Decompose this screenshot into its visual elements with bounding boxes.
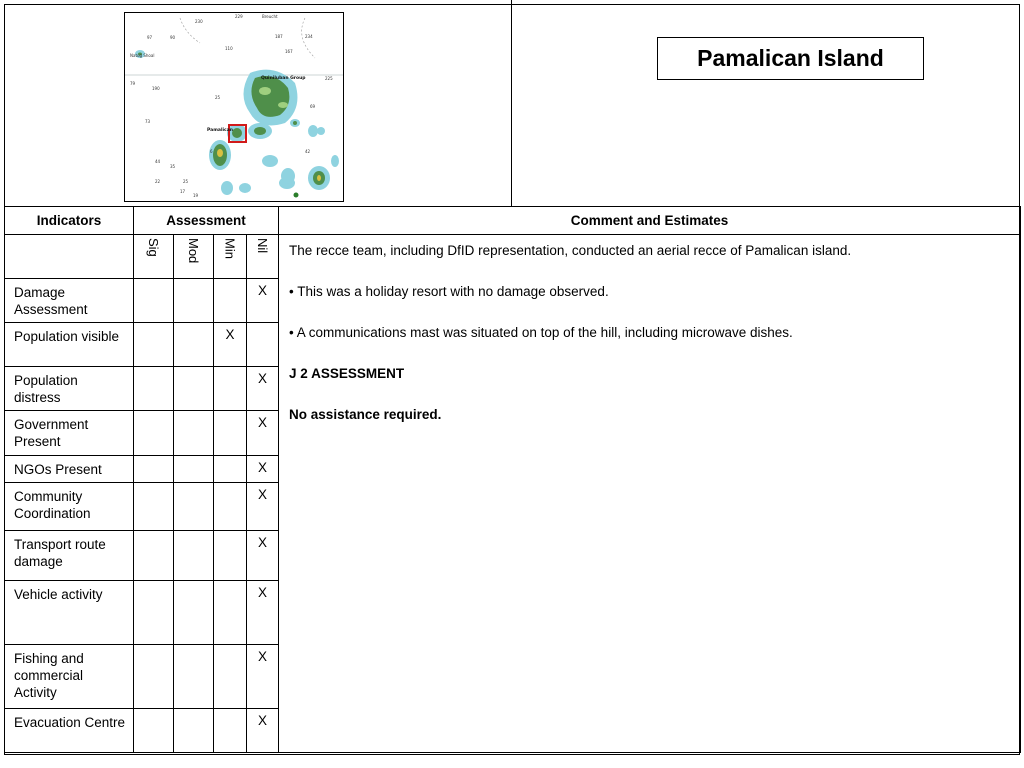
- cell-sig: [134, 709, 174, 753]
- svg-text:17: 17: [180, 189, 186, 194]
- comment-bullet-mast: • A communications mast was situated on top of the hill, including microwave dishes.: [289, 325, 793, 340]
- cell-min: X: [214, 323, 247, 367]
- nautical-chart-map: [124, 12, 344, 202]
- indicators-header: Indicators: [5, 207, 134, 235]
- comments-cell: [279, 235, 1021, 753]
- svg-text:25: 25: [215, 95, 221, 100]
- comment-intro: The recce team, including DfID representation, conducted an aerial recce of Pamalican island.: [289, 243, 852, 258]
- svg-text:Breucht: Breucht: [262, 14, 278, 19]
- svg-text:69: 69: [310, 104, 316, 109]
- cell-sig: [134, 279, 174, 323]
- cell-mod: [174, 531, 214, 581]
- cell-nil: [247, 323, 279, 367]
- svg-text:229: 229: [235, 14, 243, 19]
- level-header-nil: Nil: [247, 235, 279, 279]
- cell-sig: [134, 483, 174, 531]
- cell-sig: [134, 367, 174, 411]
- level-header-mod: Mod: [174, 235, 214, 279]
- indicator-label: Fishing and commercial Activity: [5, 645, 134, 709]
- svg-text:97: 97: [147, 35, 153, 40]
- assessment-header: Assessment: [134, 207, 279, 235]
- indicator-label: Population visible: [5, 323, 134, 367]
- cell-min: [214, 645, 247, 709]
- indicator-label: Government Present: [5, 411, 134, 456]
- cell-min: [214, 581, 247, 645]
- cell-min: [214, 411, 247, 456]
- cell-sig: [134, 456, 174, 483]
- cell-min: [214, 279, 247, 323]
- svg-text:225: 225: [325, 76, 333, 81]
- cell-nil: X: [247, 367, 279, 411]
- level-header-min: Min: [214, 235, 247, 279]
- svg-text:44: 44: [155, 159, 161, 164]
- svg-text:Pamalican: Pamalican: [207, 128, 233, 133]
- cell-sig: [134, 531, 174, 581]
- cell-nil: X: [247, 411, 279, 456]
- indicator-label: Evacuation Centre: [5, 709, 134, 753]
- svg-text:Quiniluban Group: Quiniluban Group: [261, 76, 306, 81]
- cell-sig: [134, 323, 174, 367]
- cell-min: [214, 709, 247, 753]
- cell-nil: X: [247, 709, 279, 753]
- cell-mod: [174, 581, 214, 645]
- indicator-label: NGOs Present: [5, 456, 134, 483]
- indicator-label: Vehicle activity: [5, 581, 134, 645]
- cell-nil: X: [247, 483, 279, 531]
- cell-mod: [174, 279, 214, 323]
- svg-text:230: 230: [195, 19, 203, 24]
- cell-mod: [174, 323, 214, 367]
- level-header-sig: Sig: [134, 235, 174, 279]
- empty-header-cell: [5, 235, 134, 279]
- cell-min: [214, 483, 247, 531]
- cell-min: [214, 456, 247, 483]
- svg-text:79: 79: [130, 81, 136, 86]
- cell-mod: [174, 483, 214, 531]
- svg-text:167: 167: [285, 49, 293, 54]
- svg-text:35: 35: [170, 164, 176, 169]
- page-title-text: Pamalican Island: [697, 45, 884, 71]
- cell-nil: X: [247, 581, 279, 645]
- cell-nil: X: [247, 456, 279, 483]
- svg-text:22: 22: [155, 179, 161, 184]
- comments-header: Comment and Estimates: [279, 207, 1021, 235]
- svg-text:187: 187: [275, 34, 283, 39]
- cell-mod: [174, 367, 214, 411]
- cell-sig: [134, 411, 174, 456]
- cell-nil: X: [247, 531, 279, 581]
- assessment-table: [4, 206, 1021, 753]
- svg-text:19: 19: [193, 193, 199, 198]
- comment-conclusion: No assistance required.: [289, 407, 442, 422]
- svg-text:73: 73: [145, 119, 151, 124]
- table-header-row: [5, 207, 1021, 235]
- cell-mod: [174, 645, 214, 709]
- cell-sig: [134, 645, 174, 709]
- svg-text:110: 110: [225, 46, 233, 51]
- svg-text:Natug Shoal: Natug Shoal: [130, 53, 155, 58]
- indicator-label: Population distress: [5, 367, 134, 411]
- comment-heading: J 2 ASSESSMENT: [289, 366, 405, 381]
- indicator-label: Community Coordination: [5, 483, 134, 531]
- cell-min: [214, 531, 247, 581]
- level-header-row: [5, 235, 1021, 279]
- svg-text:6: 6: [210, 149, 213, 154]
- cell-sig: [134, 581, 174, 645]
- indicator-label: Damage Assessment: [5, 279, 134, 323]
- cell-mod: [174, 411, 214, 456]
- cell-mod: [174, 709, 214, 753]
- svg-text:42: 42: [305, 149, 311, 154]
- comment-bullet-damage: • This was a holiday resort with no damage observed.: [289, 284, 609, 299]
- svg-text:190: 190: [152, 86, 160, 91]
- cell-nil: X: [247, 645, 279, 709]
- cell-mod: [174, 456, 214, 483]
- cell-nil: X: [247, 279, 279, 323]
- svg-text:234: 234: [305, 34, 313, 39]
- svg-text:25: 25: [183, 179, 189, 184]
- svg-text:90: 90: [170, 35, 176, 40]
- header-divider: [511, 0, 512, 206]
- page-title: [657, 37, 924, 80]
- cell-min: [214, 367, 247, 411]
- indicator-label: Transport route damage: [5, 531, 134, 581]
